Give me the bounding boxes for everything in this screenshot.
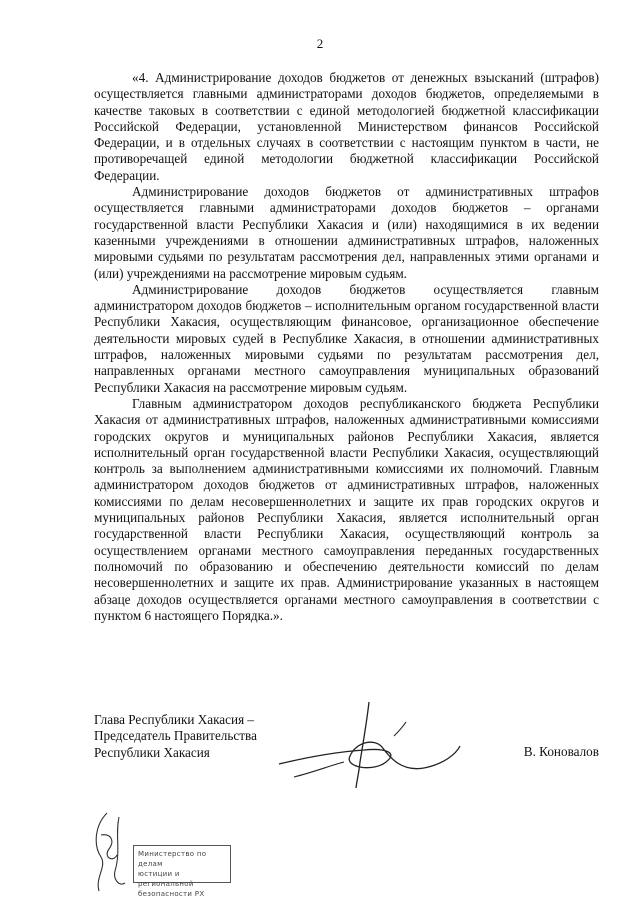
handwritten-signature — [274, 702, 464, 792]
signer-title — [94, 712, 257, 761]
paragraph-item-4: «4. Администрирование доходов бюджетов от денежных взысканий (штрафов) осуществляется главными администраторами доходов бюджетов, определяемыми в качестве таковых в соответствии с единой методологией бюджетной классификации Российской Федерации, установленной Министерством финансов Российской Федерации, и в отдельных случаях в соответствии с настоящим пунктом в части, не противоречащей единой методологии бюджетной классификации Российской Федерации. — [94, 70, 599, 183]
signer-title-line: Глава Республики Хакасия – — [94, 712, 255, 727]
document-body — [94, 70, 599, 624]
paragraph-magistrates: Администрирование доходов бюджетов осуществляется главным администратором доходов бюджетов – исполнительным органом государственной власти Республики Хакасия, осуществляющим финансовое, организационное обеспечение деятельности мировых судей в Республике Хакасия, в отношении административных штрафов, наложенных мировыми судьями по результатам рассмотрения дел, направленных органами местного самоуправления муниципальных образований Республики Хакасия на рассмотрение мировым судьям. — [94, 281, 599, 395]
signer-name: В. Коновалов — [523, 744, 599, 759]
stamp-line: юстиции и региональной — [138, 870, 194, 888]
signer-title-line: Председатель Правительства — [94, 728, 257, 744]
paragraph-regional-fines: Администрирование доходов бюджетов от административных штрафов осуществляется главными администраторами доходов бюджетов – органами государственной власти Республики Хакасия и (или) находящимися в их ведении казенными учреждениями в отношении административных штрафов, наложенных мировыми судьями по результатам рассмотрения дел, направленных этими органами и (или) учреждениями на рассмотрение мировым судьям. — [94, 184, 599, 281]
ministry-stamp — [133, 845, 231, 898]
paragraph-administrative-commissions: Главным администратором доходов республиканского бюджета Республики Хакасия от административных штрафов, наложенных административными комиссиями городских округов и муниципальных районов Республики Хакасия, является исполнительный орган государственной власти Республики Хакасия, осуществляющий контроль за выполнением административными комиссиями их полномочий. Главным администратором доходов бюджетов от административных штрафов, наложенных комиссиями по делам несовершеннолетних и защите их прав городских округов и муниципальных районов Республики Хакасия, является исполнительный орган государственной власти Республики Хакасия, осуществляющий контроль за осуществлением органами местного самоуправления переданных государственных полномочий по образованию и обеспечению деятельности комиссий по делам несовершеннолетних и защите их прав. Администрирование указанных в настоящем абзаце доходов осуществляется органами местного самоуправления в соответствии с пунктом 6 настоящего Порядка.». — [94, 395, 599, 623]
stamp-line: Министерство по делам — [138, 850, 207, 868]
registration-stamp-area — [85, 805, 325, 900]
signature-block — [94, 712, 599, 792]
signer-title-line: Республики Хакасия — [94, 744, 210, 760]
stamp-line: безопасности РХ — [138, 890, 205, 898]
page-number: 2 — [316, 36, 324, 51]
